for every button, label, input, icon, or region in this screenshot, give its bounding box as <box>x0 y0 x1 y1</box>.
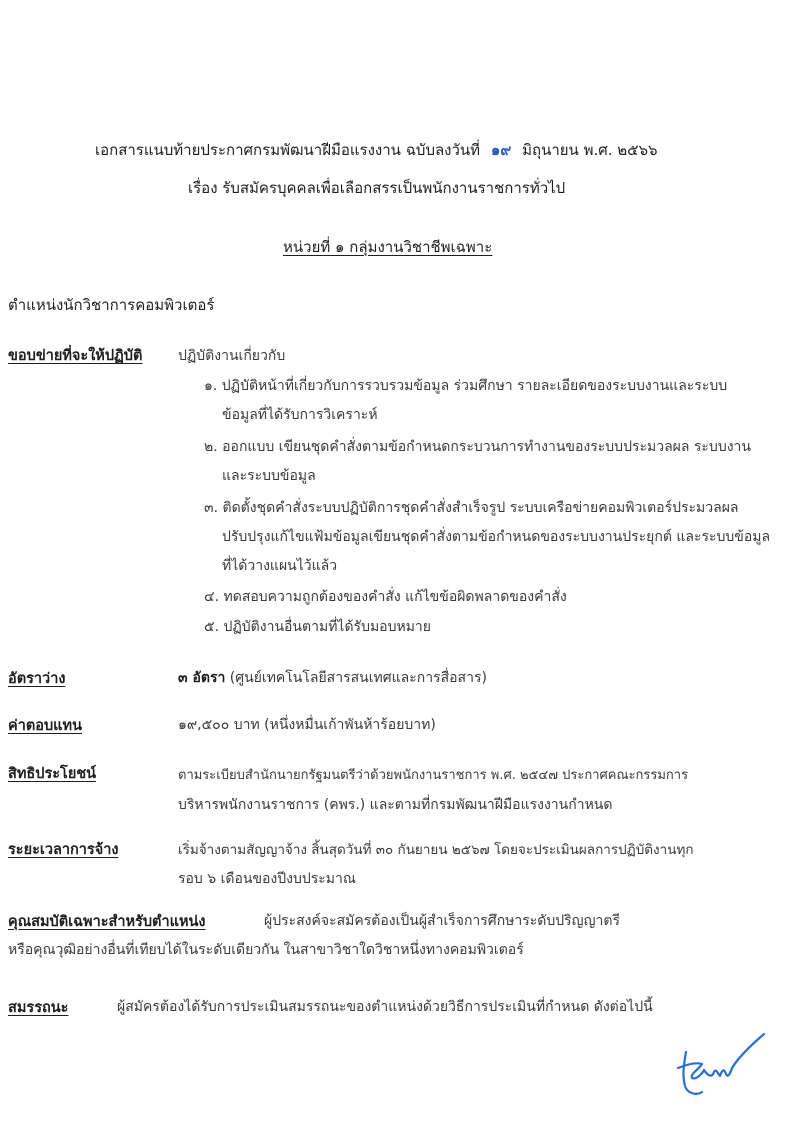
vacancy-label: อัตราว่าง <box>8 671 66 687</box>
employment-period-line-1: เริ่มจ้างตามสัญญาจ้าง สิ้นสุดวันที่ ๓๐ กันยายน ๒๕๖๗ โดยจะประเมินผลการปฏิบัติงานทุก <box>178 842 694 858</box>
header-subject: เรื่อง รับสมัครบุคคลเพื่อเลือกสรรเป็นพนักงานราชการทั่วไป <box>188 179 566 197</box>
duty-item-3-cont: ปรับปรุงแก้ไขแฟ้มข้อมูลเขียนชุดคำสั่งตามข้อกำหนดของระบบงานประยุกต์ และระบบข้อมูล <box>222 529 771 545</box>
duty-item-4: ๔. ทดสอบความถูกต้องของคำสั่ง แก้ไขข้อผิดพลาดของคำสั่ง <box>204 589 567 605</box>
header-day: ๑๙ <box>490 141 512 159</box>
competency-text: ผู้สมัครต้องได้รับการประเมินสมรรถนะของตำแหน่งด้วยวิธีการประเมินที่กำหนด ดังต่อไปนี้ <box>117 999 653 1015</box>
qualifications-label: คุณสมบัติเฉพาะสำหรับตำแหน่ง <box>8 914 206 930</box>
duty-item-3-cont2: ที่ได้วางแผนไว้แล้ว <box>222 558 338 574</box>
duty-item-3: ๓. ติดตั้งชุดคำสั่งระบบปฏิบัติการชุดคำสั่งสำเร็จรูป ระบบเครือข่ายคอมพิวเตอร์ประมวลผล <box>204 500 739 516</box>
header-suffix: มิถุนายน พ.ศ. ๒๕๖๖ <box>522 141 658 159</box>
vacancy-value <box>178 667 487 689</box>
unit-heading: หน่วยที่ ๑ กลุ่มงานวิชาชีพเฉพาะ <box>283 238 493 256</box>
duty-item-1-cont: ข้อมูลที่ได้รับการวิเคราะห์ <box>222 407 378 423</box>
compensation-label: ค่าตอบแทน <box>8 718 82 734</box>
qualifications-line-2: หรือคุณวุฒิอย่างอื่นที่เทียบได้ในระดับเดียวกัน ในสาขาวิชาใดวิชาหนึ่งทางคอมพิวเตอร์ <box>8 942 524 958</box>
benefits-line-1: ตามระเบียบสำนักนายกรัฐมนตรีว่าด้วยพนักงานราชการ พ.ศ. ๒๕๔๗ ประกาศคณะกรรมการ <box>178 768 689 783</box>
employment-period-line-2: รอบ ๖ เดือนของปีงบประมาณ <box>178 871 356 887</box>
compensation-value: ๑๙,๕๐๐ บาท (หนึ่งหมื่นเก้าพันห้าร้อยบาท) <box>178 717 436 733</box>
duty-item-2: ๒. ออกแบบ เขียนชุดคำสั่งตามข้อกำหนดกระบวนการทำงานของระบบประมวลผล ระบบงาน <box>204 439 751 455</box>
employment-period-label: ระยะเวลาการจ้าง <box>8 842 119 858</box>
duty-item-2-cont: และระบบข้อมูล <box>222 468 316 484</box>
duties-intro: ปฏิบัติงานเกี่ยวกับ <box>178 348 286 364</box>
header-line-1 <box>95 138 658 162</box>
header-prefix: เอกสารแนบท้ายประกาศกรมพัฒนาฝีมือแรงงาน ฉบับลงวันที่ <box>95 141 481 159</box>
qualifications-line-1: ผู้ประสงค์จะสมัครต้องเป็นผู้สำเร็จการศึกษาระดับปริญญาตรี <box>264 913 621 929</box>
duties-label: ขอบข่ายที่จะให้ปฏิบัติ <box>8 348 143 364</box>
competency-label: สมรรถนะ <box>8 1000 69 1016</box>
vacancy-detail: (ศูนย์เทคโนโลยีสารสนเทศและการสื่อสาร) <box>229 670 487 686</box>
duty-item-5: ๕. ปฏิบัติงานอื่นตามที่ได้รับมอบหมาย <box>204 619 432 635</box>
signature-icon <box>668 1030 768 1100</box>
duty-item-1: ๑. ปฏิบัติหน้าที่เกี่ยวกับการรวบรวมข้อมูล ร่วมศึกษา รายละเอียดของระบบงานและระบบ <box>204 378 728 394</box>
position-title: ตำแหน่งนักวิชาการคอมพิวเตอร์ <box>8 296 215 314</box>
benefits-label: สิทธิประโยชน์ <box>8 766 97 782</box>
vacancy-count: ๓ อัตรา <box>178 670 226 686</box>
benefits-line-2: บริหารพนักงานราชการ (คพร.) และตามที่กรมพัฒนาฝีมือแรงงานกำหนด <box>178 797 613 813</box>
